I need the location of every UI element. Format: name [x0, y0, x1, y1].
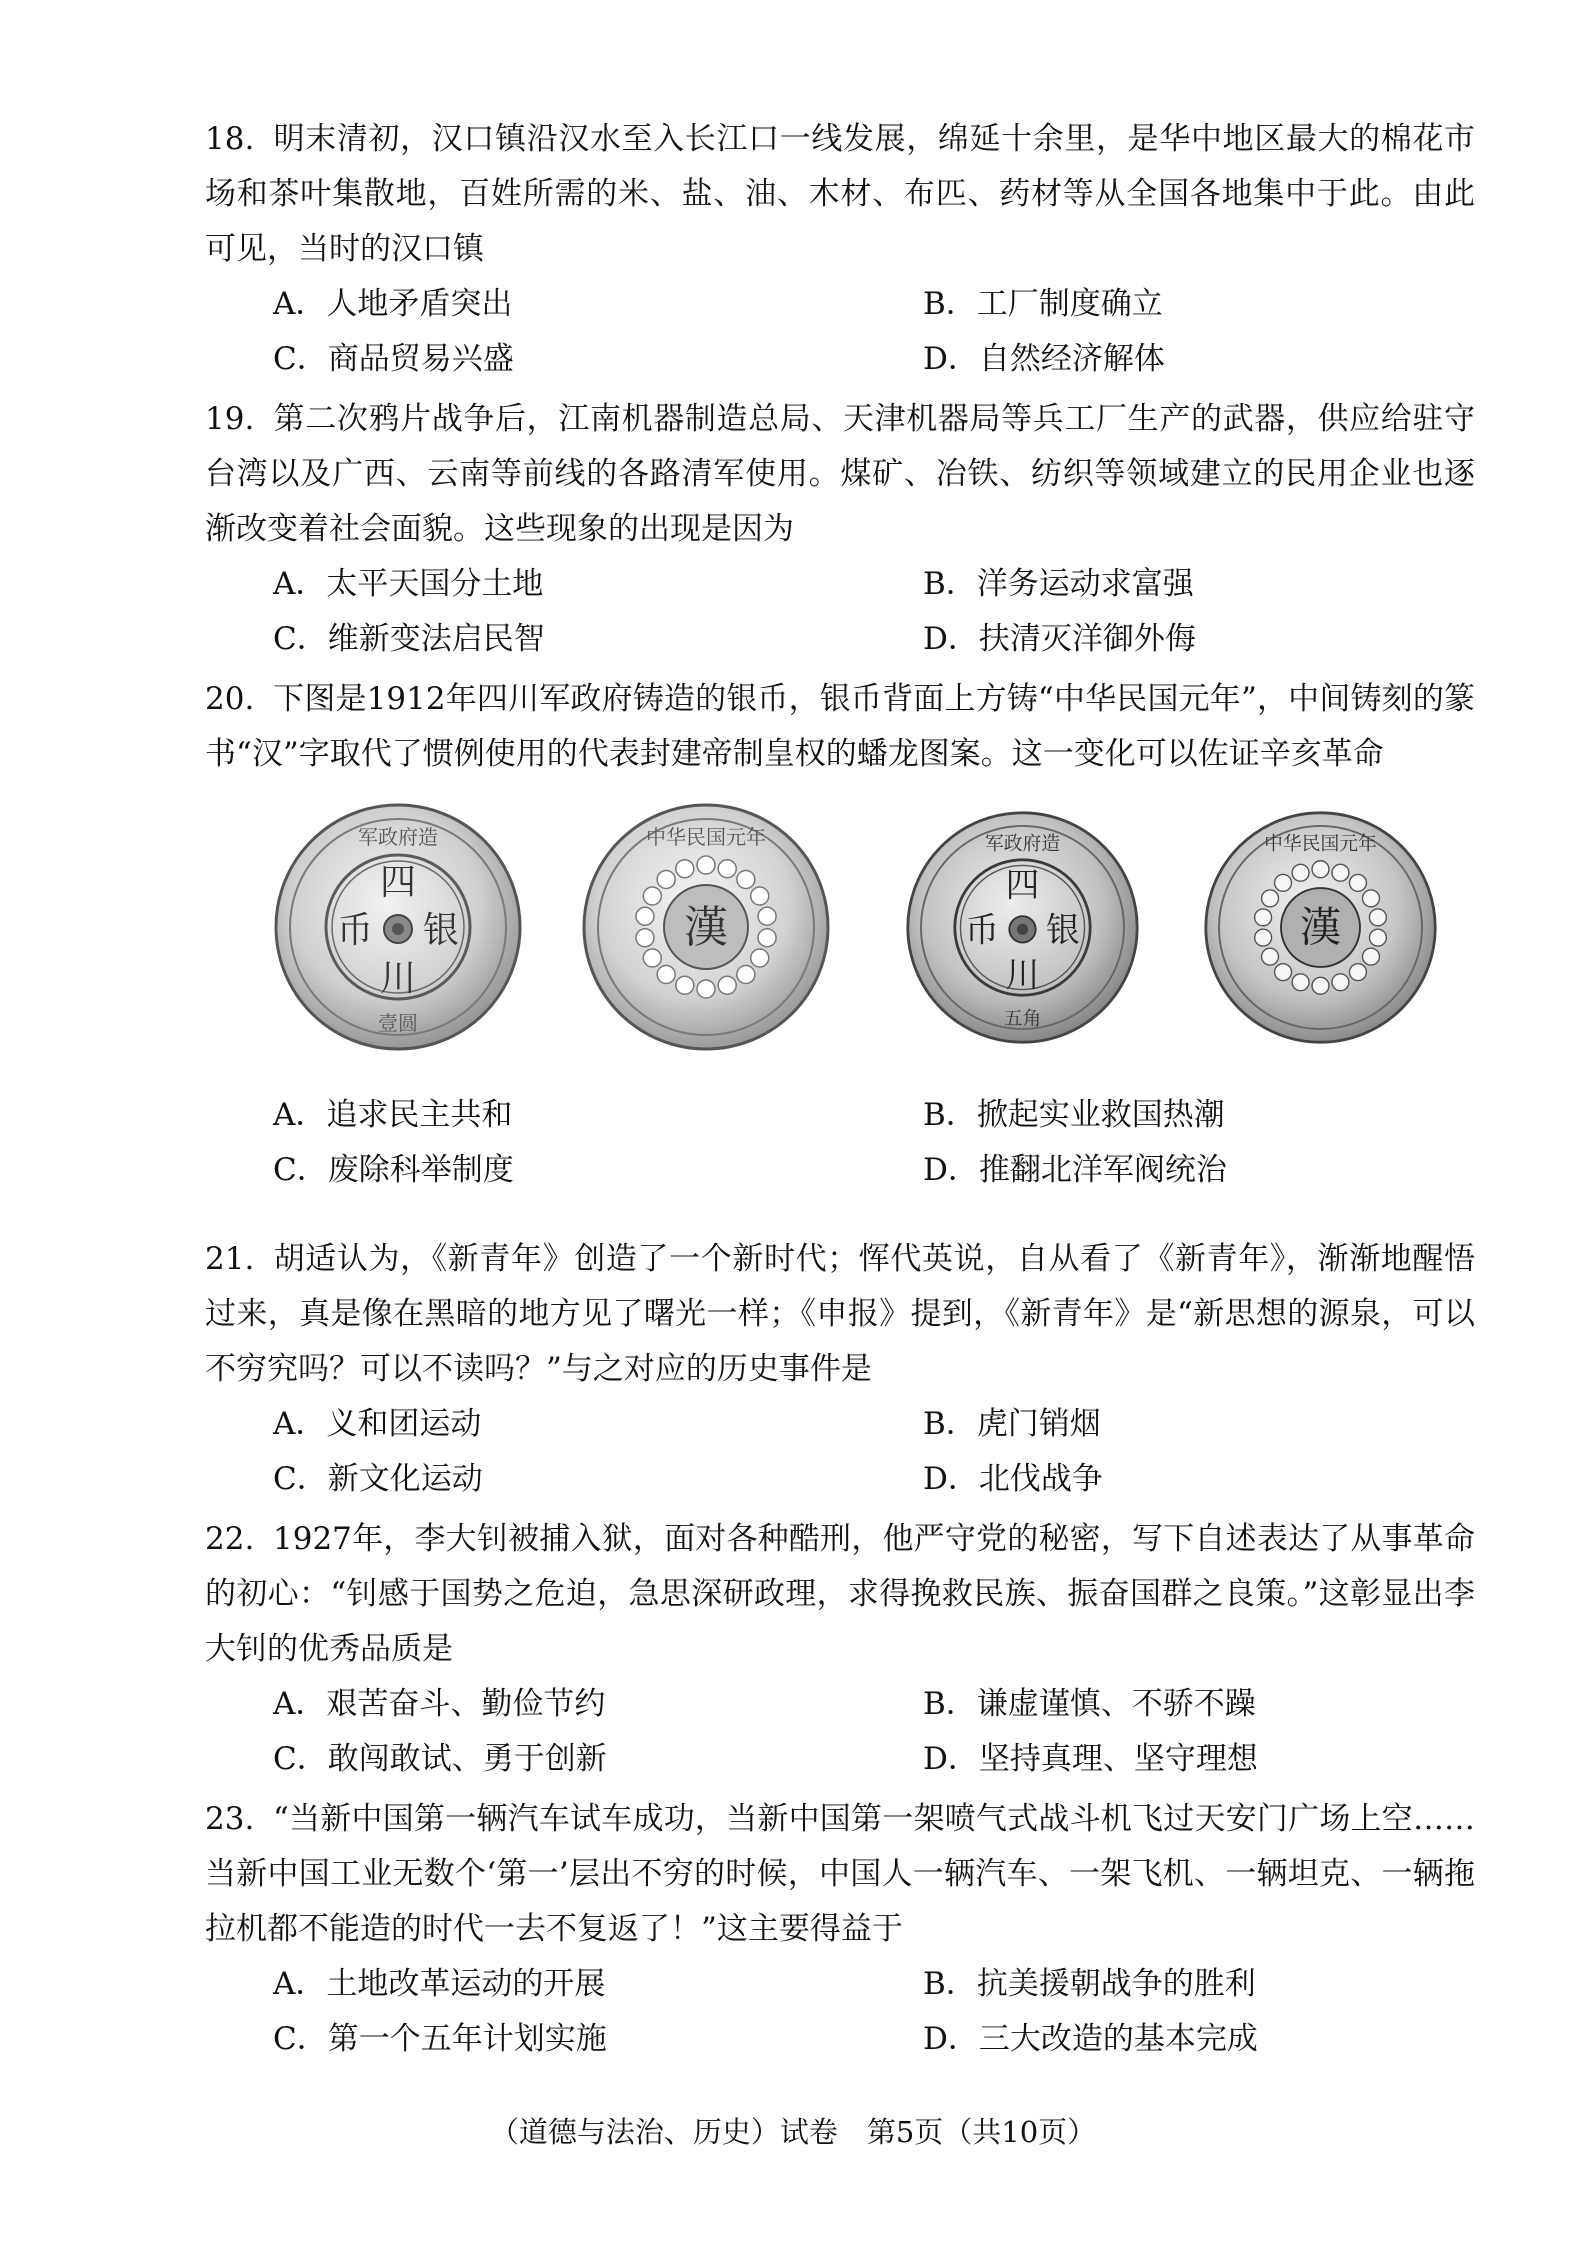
question-stem — [205, 1512, 1475, 1677]
option-b[interactable]: B．抗美援朝战争的胜利 — [923, 1966, 1256, 2002]
coin-rosette — [758, 929, 776, 947]
coin-rosette — [1332, 864, 1349, 881]
coin-rosette — [636, 929, 654, 947]
question-19 — [205, 392, 1475, 667]
option-b[interactable]: B．掀起实业救国热潮 — [923, 1097, 1225, 1133]
coin-center-char: 漢 — [684, 902, 728, 953]
coin-bottom-text: 壹圆 — [378, 1011, 418, 1035]
question-number: 19. — [205, 401, 255, 437]
option-c[interactable]: C．新文化运动 — [273, 1461, 483, 1497]
question-number: 18. — [205, 121, 255, 157]
coin-rosette — [1312, 977, 1329, 994]
coin-obverse-2 — [905, 810, 1140, 1045]
question-text: 第二次鸦片战争后，江南机器制造总局、天津机器局等兵工厂生产的武器，供应给驻守台湾以及广西、云南等前线的各路清军使用。煤矿、冶铁、纺织等领域建立的民用企业也逐渐改变着社会面貌。这些现象的出现是因为 — [205, 401, 1475, 547]
coin-char: 四 — [1005, 865, 1040, 905]
option-c[interactable]: C．废除科举制度 — [273, 1152, 514, 1188]
option-a[interactable]: A．土地改革运动的开展 — [273, 1966, 606, 2002]
options — [273, 1088, 1475, 1198]
coin-char: 币 — [336, 910, 374, 951]
coin-rosette — [751, 887, 769, 905]
option-d[interactable]: D．推翻北洋军阀统治 — [923, 1152, 1227, 1188]
question-stem — [205, 672, 1475, 782]
coin-figure — [273, 788, 1475, 1088]
coin-rosette — [643, 949, 661, 967]
coin-rosette — [1255, 909, 1272, 926]
option-a[interactable]: A．追求民主共和 — [273, 1097, 513, 1133]
coin-rosette — [676, 860, 694, 878]
option-c[interactable]: C．第一个五年计划实施 — [273, 2021, 607, 2057]
coin-rosette — [1350, 874, 1367, 891]
coin-reverse-1 — [581, 802, 831, 1052]
options — [273, 1397, 1475, 1507]
coin-rosette — [676, 976, 694, 994]
coin-rosette — [1292, 974, 1309, 991]
coin-rosette — [697, 980, 715, 998]
coin-rosette — [1262, 890, 1279, 907]
option-a[interactable]: A．艰苦奋斗、勤俭节约 — [273, 1686, 606, 1722]
coin-rosette — [1369, 909, 1386, 926]
coin-rosette — [643, 887, 661, 905]
coin-rosette — [751, 949, 769, 967]
question-stem — [205, 112, 1475, 277]
coin-rosette — [718, 976, 736, 994]
coin-bottom-text: 五角 — [1003, 1008, 1042, 1030]
coin-rosette — [1350, 964, 1367, 981]
coin-rosette — [758, 907, 776, 925]
question-text: “当新中国第一辆汽车试车成功，当新中国第一架喷气式战斗机飞过天安门广场上空……当新中国工业无数个‘第一’层出不穷的时候，中国人一辆汽车、一架飞机、一辆坦克、一辆拖拉机都不能造的时代一去不复返了！”这主要得益于 — [205, 1801, 1475, 1947]
question-text: 下图是1912年四川军政府铸造的银币，银币背面上方铸“中华民国元年”，中间铸刻的篆书“汉”字取代了惯例使用的代表封建帝制皇权的蟠龙图案。这一变化可以佐证辛亥革命 — [205, 681, 1475, 772]
question-text: 胡适认为，《新青年》创造了一个新时代；恽代英说，自从看了《新青年》，渐渐地醒悟过来，真是像在黑暗的地方见了曙光一样；《申报》提到，《新青年》是“新思想的源泉，可以不穷究吗？可以不读吗？”与之对应的历史事件是 — [205, 1241, 1475, 1387]
question-22 — [205, 1512, 1475, 1787]
question-stem — [205, 1792, 1475, 1957]
option-b[interactable]: B．工厂制度确立 — [923, 286, 1163, 322]
coin-rosette — [1275, 874, 1292, 891]
coin-rosette — [718, 860, 736, 878]
options — [273, 1957, 1475, 2067]
page-footer: （道德与法治、历史）试卷 第5页（共10页） — [489, 2115, 1097, 2149]
coin-rosette — [697, 856, 715, 874]
coin-top-text: 军政府造 — [984, 833, 1061, 855]
question-21 — [205, 1232, 1475, 1507]
coin-rosette — [737, 871, 755, 889]
question-stem — [205, 1232, 1475, 1397]
coin-rosette — [1369, 929, 1386, 946]
coin-char: 银 — [422, 910, 460, 951]
coin-obverse-1 — [273, 802, 523, 1052]
coin-reverse-2 — [1203, 810, 1438, 1045]
option-b[interactable]: B．谦虚谨慎、不骄不躁 — [923, 1686, 1256, 1722]
question-number: 22. — [205, 1521, 255, 1557]
option-b[interactable]: B．虎门销烟 — [923, 1406, 1101, 1442]
question-stem — [205, 392, 1475, 557]
question-number: 21. — [205, 1241, 255, 1277]
option-a[interactable]: A．人地矛盾突出 — [273, 286, 513, 322]
coin-char: 银 — [1046, 910, 1080, 950]
question-20 — [205, 672, 1475, 1198]
question-number: 23. — [205, 1801, 255, 1837]
coin-top-text: 军政府造 — [358, 825, 438, 849]
option-b[interactable]: B．洋务运动求富强 — [923, 566, 1194, 602]
option-d[interactable]: D．坚持真理、坚守理想 — [923, 1741, 1258, 1777]
question-text: 1927年，李大钊被捕入狱，面对各种酷刑，他严守党的秘密，写下自述表达了从事革命的初心：“钊感于国势之危迫，急思深研政理，求得挽救民族、振奋国群之良策。”这彰显出李大钊的优秀品质是 — [205, 1521, 1475, 1667]
option-a[interactable]: A．义和团运动 — [273, 1406, 482, 1442]
option-c[interactable]: C．维新变法启民智 — [273, 621, 545, 657]
option-a[interactable]: A．太平天国分土地 — [273, 566, 544, 602]
option-d[interactable]: D．扶清灭洋御外侮 — [923, 621, 1196, 657]
question-23 — [205, 1792, 1475, 2067]
options — [273, 1677, 1475, 1787]
coin-rosette — [1255, 929, 1272, 946]
coin-char: 川 — [1005, 955, 1040, 995]
coin-rosette — [737, 965, 755, 983]
options — [273, 557, 1475, 667]
option-c[interactable]: C．商品贸易兴盛 — [273, 341, 514, 377]
option-d[interactable]: D．三大改造的基本完成 — [923, 2021, 1258, 2057]
coin-rosette — [1363, 948, 1380, 965]
coin-char: 四 — [379, 862, 417, 903]
coin-rosette — [1363, 890, 1380, 907]
coin-rosette — [1262, 948, 1279, 965]
coin-rosette — [657, 871, 675, 889]
coin-rosette — [636, 907, 654, 925]
coin-top-text: 中华民国元年 — [646, 825, 766, 849]
coin-center-char: 漢 — [1299, 903, 1342, 952]
options — [273, 277, 1475, 387]
coin-rosette — [1332, 974, 1349, 991]
question-text: 明末清初，汉口镇沿汉水至入长江口一线发展，绵延十余里，是华中地区最大的棉花市场和茶叶集散地，百姓所需的米、盐、油、木材、布匹、药材等从全国各地集中于此。由此可见，当时的汉口镇 — [205, 121, 1475, 267]
coin-rosette — [1275, 964, 1292, 981]
coin-rosette — [1312, 861, 1329, 878]
coin-char: 川 — [379, 958, 417, 999]
coin-top-text: 中华民国元年 — [1264, 833, 1377, 855]
option-d[interactable]: D．自然经济解体 — [923, 341, 1165, 377]
coin-rosette — [1292, 864, 1309, 881]
option-d[interactable]: D．北伐战争 — [923, 1461, 1103, 1497]
coin-char: 币 — [965, 910, 999, 950]
question-18 — [205, 112, 1475, 387]
question-number: 20. — [205, 681, 255, 717]
coin-rosette — [657, 965, 675, 983]
option-c[interactable]: C．敢闯敢试、勇于创新 — [273, 1741, 607, 1777]
